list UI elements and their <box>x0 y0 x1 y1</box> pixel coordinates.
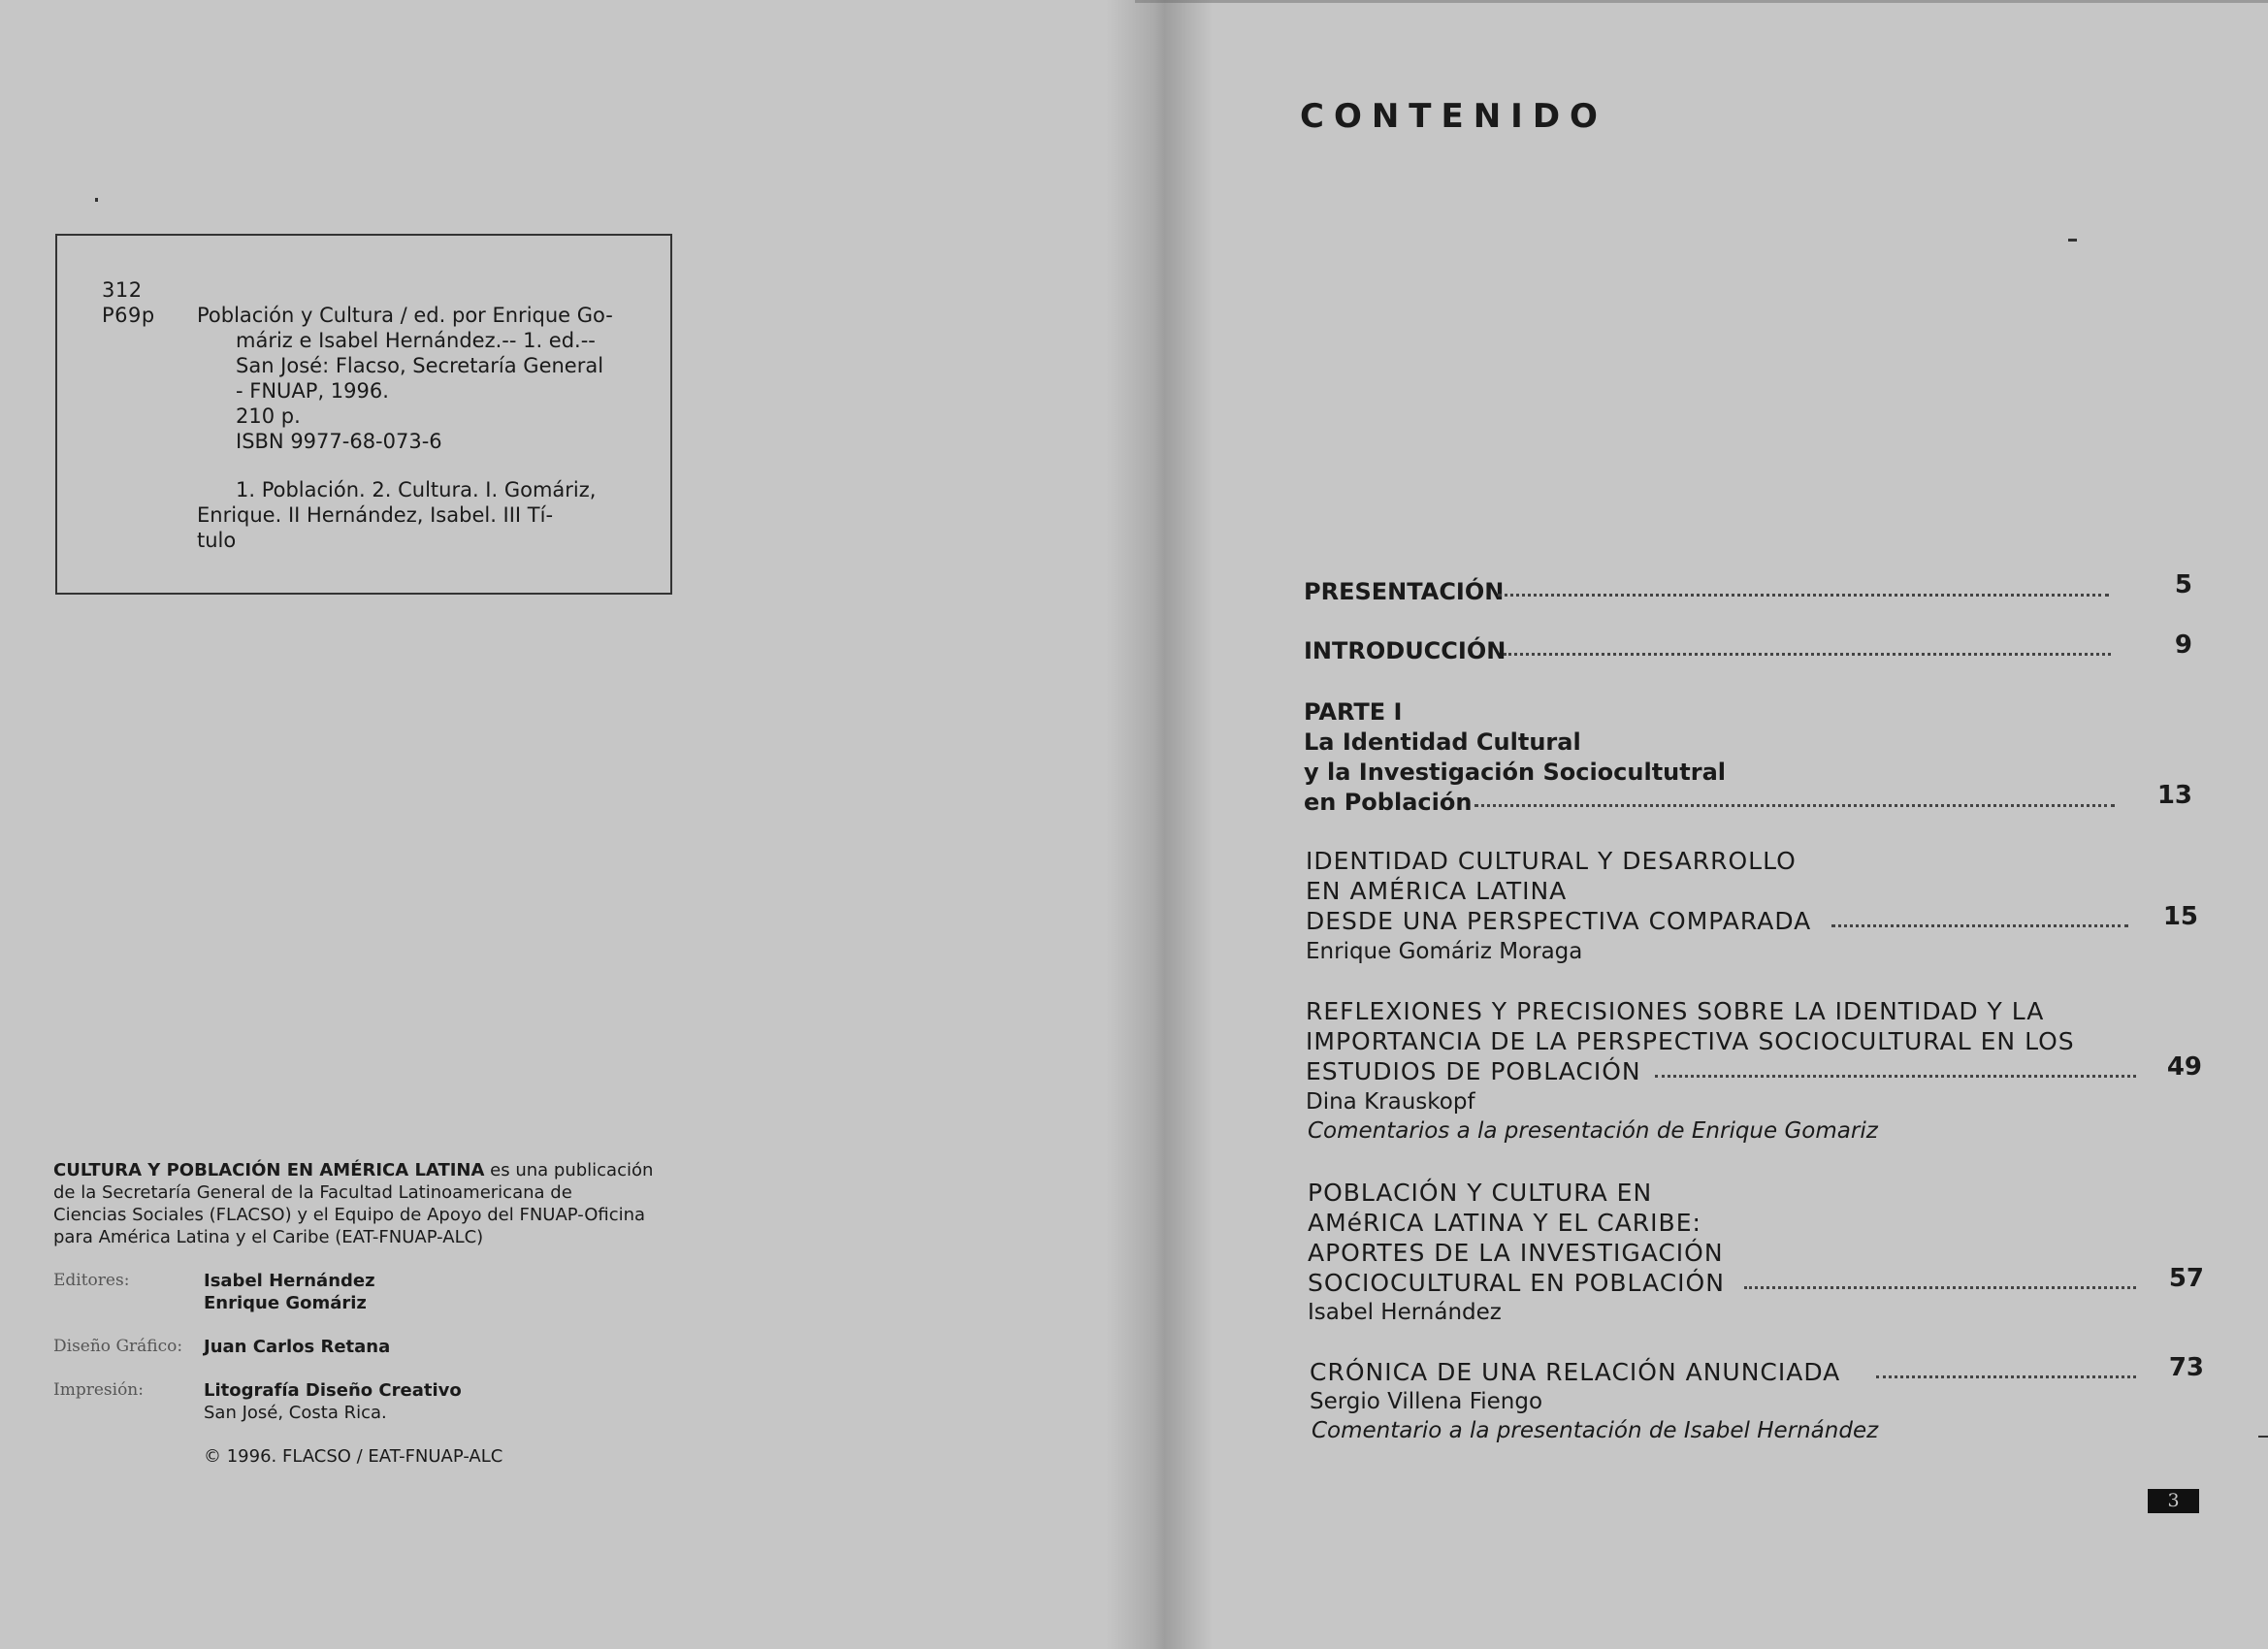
editor-name: Isabel Hernández <box>204 1271 375 1291</box>
editor-name: Enrique Gomáriz <box>204 1293 367 1313</box>
designer-name: Juan Carlos Retana <box>204 1337 391 1357</box>
toc-entry2-line: ESTUDIOS DE POBLACIÓN <box>1306 1057 1641 1085</box>
printer-name: Litografía Diseño Creativo <box>204 1380 462 1401</box>
toc-presentacion-page: 5 <box>2174 570 2192 599</box>
catalog-line: - FNUAP, 1996. <box>236 379 389 403</box>
catalog-line: San José: Flacso, Secretaría General <box>236 354 604 377</box>
toc-leader <box>1876 1375 2136 1378</box>
toc-entry1-author: Enrique Gomáriz Moraga <box>1306 939 1583 964</box>
catalog-card <box>55 234 672 595</box>
toc-leader <box>1831 924 2128 927</box>
book-gutter-shadow <box>1106 0 1213 1649</box>
scan-speck <box>2258 1436 2268 1438</box>
catalog-line: 210 p. <box>236 404 301 428</box>
colophon-title: CULTURA Y POBLACIÓN EN AMÉRICA LATINA <box>53 1160 485 1180</box>
toc-leader <box>1655 1075 2136 1078</box>
class-number: 312 <box>102 278 143 302</box>
colophon-line-1 <box>53 1160 653 1180</box>
toc-entry3-line: SOCIOCULTURAL EN POBLACIÓN <box>1308 1269 1725 1297</box>
toc-entry2-author: Dina Krauskopf <box>1306 1089 1475 1115</box>
toc-leader <box>1744 1286 2136 1289</box>
toc-entry2-line: REFLEXIONES Y PRECISIONES SOBRE LA IDENTIDAD Y LA <box>1306 997 2045 1025</box>
toc-entry1-line: DESDE UNA PERSPECTIVA COMPARADA <box>1306 907 1812 935</box>
toc-parte1-page: 13 <box>2156 781 2192 810</box>
toc-entry3-page: 57 <box>2168 1264 2204 1293</box>
catalog-line: ISBN 9977-68-073-6 <box>236 430 442 453</box>
copyright: © 1996. FLACSO / EAT-FNUAP-ALC <box>204 1446 503 1467</box>
toc-entry4-comment: Comentario a la presentación de Isabel Hernández <box>1312 1418 1879 1443</box>
toc-leader <box>1498 594 2109 597</box>
toc-leader <box>1504 653 2111 656</box>
colophon-line-2: de la Secretaría General de la Facultad Latinoamericana de <box>53 1182 572 1203</box>
catalog-line: Población y Cultura / ed. por Enrique Go- <box>197 304 613 327</box>
scan-speck <box>2068 239 2077 242</box>
page-edge <box>1135 0 2268 3</box>
toc-entry1-page: 15 <box>2162 902 2198 931</box>
page-number: 3 <box>2148 1489 2199 1513</box>
toc-entry4-author: Sergio Villena Fiengo <box>1310 1389 1543 1414</box>
toc-introduccion-title: INTRODUCCIÓN <box>1304 637 1507 664</box>
toc-entry2-line: IMPORTANCIA DE LA PERSPECTIVA SOCIOCULTURAL EN LOS <box>1306 1027 2075 1055</box>
page-title: CONTENIDO <box>1300 97 1607 136</box>
printer-city: San José, Costa Rica. <box>204 1403 387 1423</box>
catalog-subject: 1. Población. 2. Cultura. I. Gomáriz, <box>236 478 597 501</box>
toc-entry1-line: IDENTIDAD CULTURAL Y DESARROLLO <box>1306 847 1797 875</box>
catalog-subject: tulo <box>197 529 237 552</box>
toc-entry3-line: POBLACIÓN Y CULTURA EN <box>1308 1179 1653 1207</box>
toc-entry3-line: APORTES DE LA INVESTIGACIÓN <box>1308 1239 1724 1267</box>
toc-entry3-line: AMéRICA LATINA Y EL CARIBE: <box>1308 1209 1701 1237</box>
catalog-subject: Enrique. II Hernández, Isabel. III Tí- <box>197 503 554 527</box>
toc-presentacion-title: PRESENTACIÓN <box>1304 578 1505 605</box>
scan-speck <box>95 198 98 202</box>
catalog-line: máriz e Isabel Hernández.-- 1. ed.-- <box>236 329 596 352</box>
colophon-line-3: Ciencias Sociales (FLACSO) y el Equipo de Apoyo del FNUAP-Oficina <box>53 1205 646 1225</box>
editors-label: Editores: <box>53 1271 130 1290</box>
colophon-line-1-rest: es una publicación <box>484 1160 654 1180</box>
toc-leader <box>1474 804 2115 807</box>
toc-entry2-comment: Comentarios a la presentación de Enrique Gomariz <box>1308 1118 1878 1144</box>
toc-parte1-line: y la Investigación Sociocultutral <box>1304 759 1726 786</box>
toc-parte1-line: en Población <box>1304 789 1473 816</box>
toc-introduccion-page: 9 <box>2174 630 2192 660</box>
colophon-line-4: para América Latina y el Caribe (EAT-FNUAP-ALC) <box>53 1227 484 1247</box>
toc-entry1-line: EN AMÉRICA LATINA <box>1306 877 1568 905</box>
toc-entry4-page: 73 <box>2168 1353 2204 1382</box>
cutter-number: P69p <box>102 304 155 327</box>
print-label: Impresión: <box>53 1380 144 1400</box>
toc-parte1-line: La Identidad Cultural <box>1304 728 1581 756</box>
toc-entry2-page: 49 <box>2166 1052 2202 1082</box>
toc-parte1-line: PARTE I <box>1304 698 1403 726</box>
design-label: Diseño Gráfico: <box>53 1337 183 1356</box>
toc-entry3-author: Isabel Hernández <box>1308 1300 1502 1325</box>
toc-entry4-line: CRÓNICA DE UNA RELACIÓN ANUNCIADA <box>1310 1358 1841 1386</box>
